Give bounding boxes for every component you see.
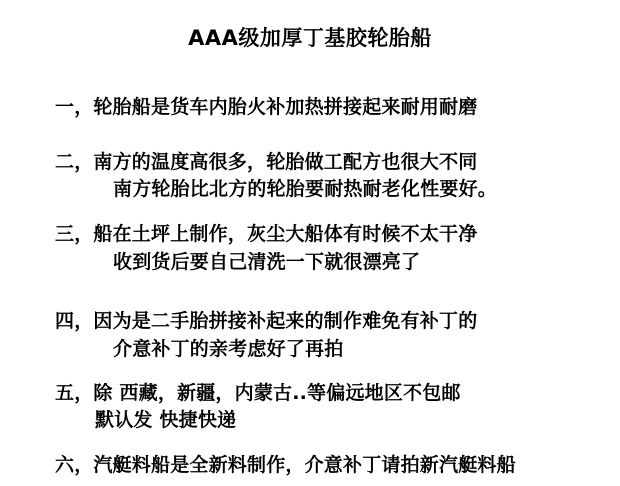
- item-2-text-1: 南方的温度高很多，轮胎做工配方也很大不同: [93, 151, 478, 173]
- item-4-line-2: 介意补丁的亲考虑好了再拍: [113, 338, 344, 360]
- item-2-line-1: [55, 147, 477, 174]
- item-2-line-2: 南方轮胎比北方的轮胎要耐热耐老化性要好。: [113, 178, 498, 200]
- item-3-line-2: 收到货后要自己清洗一下就很漂亮了: [113, 251, 421, 273]
- item-4-line-1: [55, 306, 477, 333]
- item-5-line-2: 默认发 快捷快递: [95, 409, 237, 431]
- item-4-text-1: 因为是二手胎拼接补起来的制作难免有补丁的: [93, 310, 478, 332]
- item-5-number: 五，: [55, 382, 94, 404]
- item-1-text-1: 轮胎船是货车内胎火补加热拼接起来耐用耐磨: [93, 96, 478, 118]
- item-5-line-1: [55, 378, 461, 405]
- item-6-number: 六，: [55, 454, 94, 476]
- item-3-line-1: [55, 219, 477, 246]
- item-1-number: 一，: [55, 96, 94, 118]
- item-6-line-1: [55, 450, 516, 477]
- item-3-text-1: 船在土坪上制作，灰尘大船体有时候不太干净: [93, 223, 478, 245]
- page-title: AAA级加厚丁基胶轮胎船: [188, 26, 432, 50]
- item-5-text-1: 除 西藏，新疆，内蒙古..等偏远地区不包邮: [93, 382, 461, 404]
- item-4-number: 四，: [55, 310, 94, 332]
- item-1-line-1: [55, 92, 477, 119]
- item-3-number: 三，: [55, 223, 94, 245]
- item-6-text-1: 汽艇料船是全新料制作，介意补丁请拍新汽艇料船: [93, 454, 516, 476]
- item-2-number: 二，: [55, 151, 94, 173]
